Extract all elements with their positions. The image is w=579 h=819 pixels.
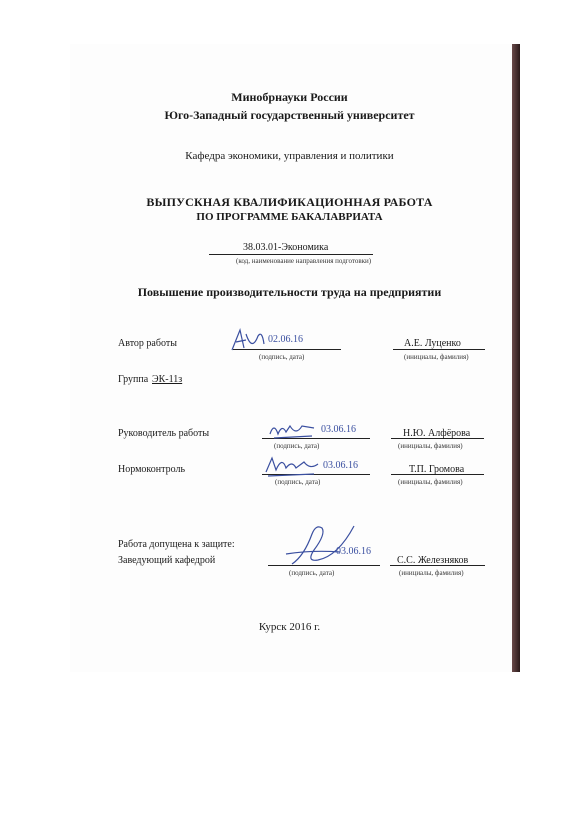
- supervisor-label: Руководитель работы: [118, 428, 210, 439]
- work-type-title: ВЫПУСКНАЯ КВАЛИФИКАЦИОННАЯ РАБОТА: [146, 195, 433, 209]
- department-title: Кафедра экономики, управления и политики: [185, 150, 394, 162]
- admission-line: Работа допущена к защите:: [118, 539, 235, 550]
- ministry-title: Минобрнауки России: [231, 90, 348, 104]
- head-sign-date: 03.06.16: [336, 546, 371, 557]
- author-signature-icon: [228, 326, 268, 356]
- head-name-caption: (инициалы, фамилия): [399, 569, 464, 577]
- supervisor-name: Н.Ю. Алфёрова: [403, 428, 471, 439]
- author-sign-caption: (подпись, дата): [259, 353, 305, 361]
- normcontrol-name-caption: (инициалы, фамилия): [398, 478, 463, 486]
- group-value: ЭК-11з: [152, 374, 183, 385]
- normcontrol-name: Т.П. Громова: [409, 464, 465, 475]
- author-label: Автор работы: [118, 338, 177, 349]
- author-name-line: [393, 349, 485, 350]
- author-sign-date: 02.06.16: [268, 334, 303, 345]
- normcontrol-label: Нормоконтроль: [118, 464, 186, 475]
- university-title: Юго-Западный государственный университет: [164, 108, 415, 122]
- supervisor-sign-date: 03.06.16: [321, 424, 356, 435]
- normcontrol-sign-caption: (подпись, дата): [275, 478, 321, 486]
- page-binding-edge: [512, 44, 520, 672]
- supervisor-signature-icon: [268, 420, 318, 442]
- author-name-caption: (инициалы, фамилия): [404, 353, 469, 361]
- program-caption: (код, наименование направления подготовки): [236, 257, 372, 265]
- program-underline: [209, 254, 373, 255]
- program-code: 38.03.01-Экономика: [243, 242, 329, 253]
- head-signature-icon: [282, 520, 358, 568]
- author-name: А.Е. Луценко: [404, 338, 461, 349]
- head-sign-caption: (подпись, дата): [289, 569, 335, 577]
- supervisor-sign-caption: (подпись, дата): [274, 442, 320, 450]
- normcontrol-signature-icon: [264, 454, 320, 478]
- normcontrol-sign-date: 03.06.16: [323, 460, 358, 471]
- head-name: С.С. Железняков: [397, 555, 469, 566]
- head-of-department-label: Заведующий кафедрой: [118, 555, 216, 566]
- group-label: Группа: [118, 374, 149, 385]
- thesis-topic: Повышение производительности труда на предприятии: [137, 285, 442, 299]
- city-year: Курск 2016 г.: [258, 621, 321, 633]
- supervisor-name-caption: (инициалы, фамилия): [398, 442, 463, 450]
- program-level-title: ПО ПРОГРАММЕ БАКАЛАВРИАТА: [196, 211, 383, 223]
